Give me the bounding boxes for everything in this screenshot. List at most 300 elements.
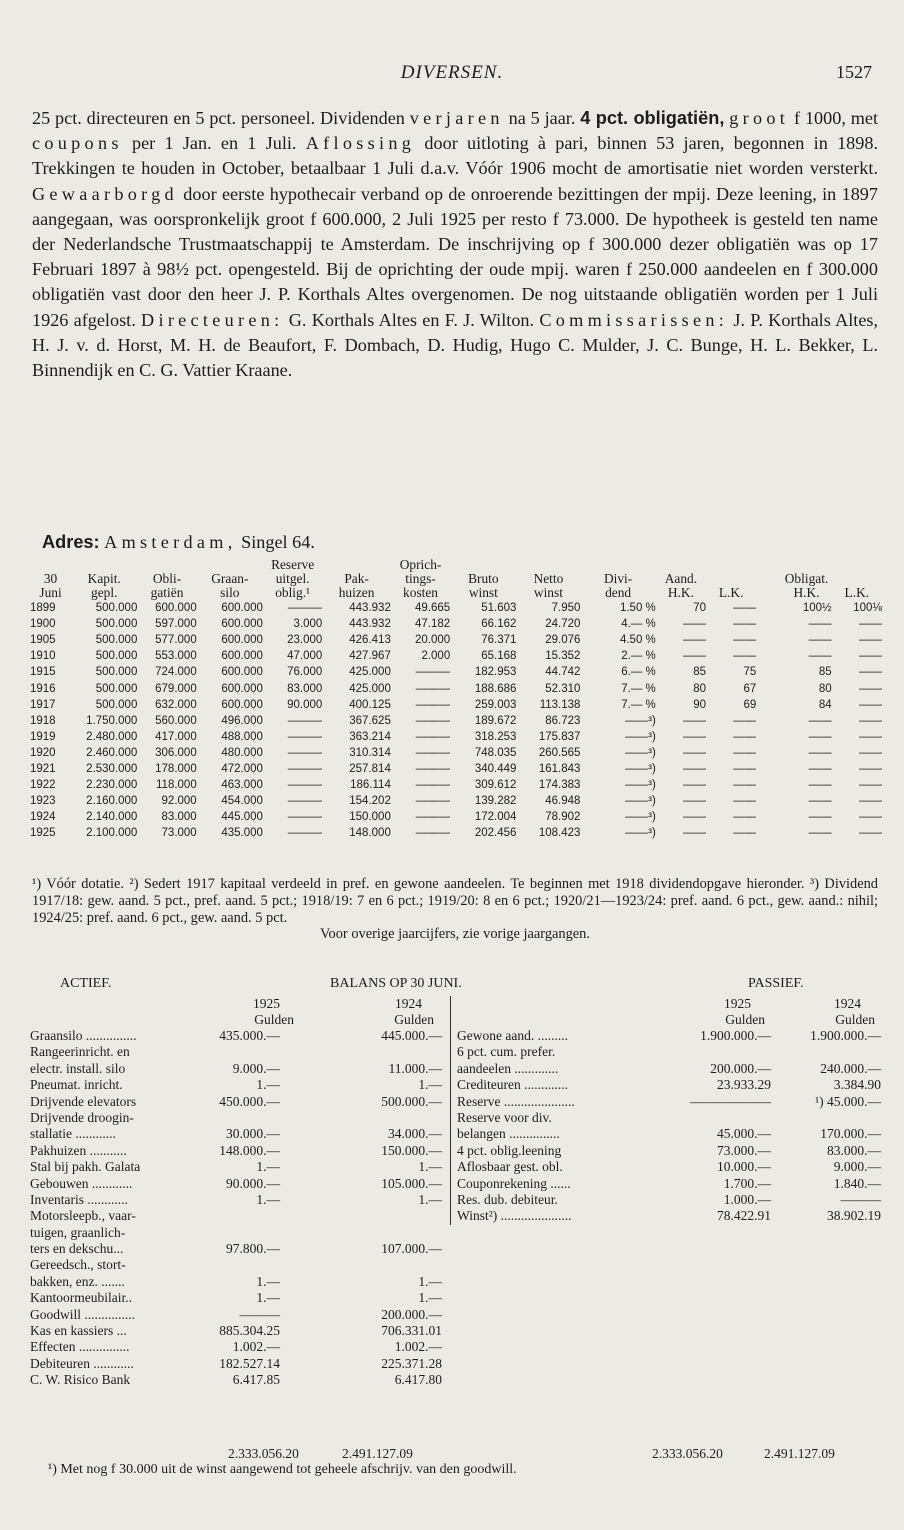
balance-row [30,1094,442,1110]
value-1925: 1.— [256,1273,280,1289]
balance-label: Rangeerinricht. en [30,1044,130,1060]
balance-row [451,1159,881,1175]
table-cell: 553.000 [155,650,197,663]
table-cell: ——— [415,714,451,727]
text-run: door eerste hypothecair verband op de onroerende bezittingen der mpij. Deze leening, in 1897 aangegaan, was oorspronkelijk groot f 600.000, 2 Juli 1925 per resto f 73.000. De hypotheek is gesteld ten name der Nederlandsche Trustmaatschappij te Amsterdam. De inschrijving op f 300.000 dezer obligatiën was op 17 Februari 1897 à 98½ pct. opengesteld. Bij de oprichting der oude mpij. waren f 250.000 aandeelen en f 300.000 obligatiën vast door den heer J. P. Korthals Altes overgenomen. De nog uitstaande obligatiën worden per 1 Juli 1926 afgelost. [32,183,878,330]
text-run: 25 pct. directeuren en 5 pct. personeel. Dividenden [32,108,410,128]
table-cell: 76.000 [287,666,323,679]
table-cell: ——³) [625,746,656,759]
table-cell: 1905 [30,634,56,647]
table-cell: 6.— % [621,666,656,679]
year-header [30,996,442,1028]
column-header: L.K. [718,586,744,600]
table-cell: —— [733,811,757,824]
balance-row [30,1356,442,1372]
table-cell: 46.948 [545,795,581,808]
table-cell: 73.000 [161,827,197,840]
balance-row [451,1192,881,1208]
table-cell: 632.000 [155,698,197,711]
table-cell: 425.000 [349,666,391,679]
table-cell: 47.182 [415,618,451,631]
table-cell: —— [808,827,832,840]
column-header: Netto [533,572,564,586]
table-cell: 306.000 [155,746,197,759]
balance-row [451,1208,881,1224]
company-description [32,106,878,383]
value-1925: 148.000.— [219,1142,280,1158]
table-cell: 1918 [30,714,56,727]
value-1924: 9.000.— [833,1159,881,1175]
balance-label: Res. dub. debiteur. [457,1191,558,1207]
table-cell: 65.168 [481,650,517,663]
balance-row [30,1028,442,1044]
table-cell [756,680,781,696]
text-run: J. P. Korthals Altes, H. J. v. d. Horst, M. H. de Beaufort, F. Dombach, D. Hudig, Hugo C. Mulder, J. C. Bunge, H. L. Bekker, L. Binnendijk en C. G. Vattier Kraane. [32,309,879,381]
table-cell: 600.000 [155,602,197,615]
table-cell: 47.000 [287,650,323,663]
value-1924: 1.— [418,1191,442,1207]
table-cell: ——³) [625,827,656,840]
column-header [30,558,71,572]
table-cell: 500.000 [95,618,138,631]
table-cell: 340.449 [474,762,517,775]
column-header: gatiën [150,586,184,600]
table-row [30,825,882,841]
table-cell: 600.000 [221,666,263,679]
column-header [322,558,391,572]
table-cell: 310.314 [349,746,391,759]
table-cell [756,648,781,664]
table-cell: 1925 [30,827,56,840]
column-header: Obligat. [784,572,829,586]
value-1925: 1.— [256,1191,280,1207]
table-cell: 2.460.000 [86,746,138,759]
table-cell: —— [859,730,882,743]
table-cell: 7.950 [551,602,581,615]
balance-label: Gebouwen ............ [30,1175,133,1191]
table-cell: 7.— % [621,698,656,711]
value-1924: 3.384.90 [833,1077,881,1093]
table-cell: 175.837 [538,730,581,743]
table-cell: —— [859,666,882,679]
table-cell: ——³) [625,795,656,808]
table-cell: 49.665 [415,602,451,615]
balance-row [30,1077,442,1093]
table-cell: 2.230.000 [86,779,138,792]
balance-row [30,1208,442,1224]
table-cell: 1924 [30,811,56,824]
table-cell: 443.932 [349,602,391,615]
table-cell: 23.000 [287,634,323,647]
table-row [30,777,882,793]
table-cell: 600.000 [221,650,263,663]
footnote-text: ¹) Vóór dotatie. ²) Sedert 1917 kapitaal verdeeld in pref. en gewone aandeelen. Te beginnen met 1918 dividendopgave hieronder. ³) Dividend 1917/18: gew. aand. 5 pct., pref. aand. 5 pct.; 1918/19: 7 en 6 pct.; 1919/20: 8 en 6 pct.; 1920/21—1923/24: pref. aand. 6 pct., gew. aand.: nihil; 1924/25: pref. aand. 6 pct., gew. aand. 5 pct. [32,876,878,926]
value-1925: ——— [239,1306,280,1322]
value-1925: 1.— [256,1077,280,1093]
column-header: Bruto [468,572,499,586]
spaced-term: verjaren [409,108,504,128]
table-cell: 44.742 [545,666,581,679]
table-header-row [30,572,882,586]
table-cell: —— [808,714,832,727]
table-cell: ——— [287,746,323,759]
table-cell: 113.138 [539,698,581,711]
address-city: Amsterdam, [104,532,237,552]
balance-label: stallatie ............ [30,1126,116,1142]
table-cell: 139.282 [474,795,517,808]
balance-row [30,1339,442,1355]
column-header [781,558,831,572]
financial-summary-table [30,558,882,841]
table-cell: —— [808,746,832,759]
table-cell: —— [808,779,832,792]
unit-label: Gulden [394,1012,434,1027]
balance-label: C. W. Risico Bank [30,1372,131,1388]
column-header: dend [605,586,632,600]
value-1924: 225.371.28 [381,1355,442,1371]
table-cell: 500.000 [95,602,138,615]
table-cell: 154.202 [349,795,391,808]
table-cell: 75 [743,666,757,679]
table-cell: 600.000 [221,698,263,711]
column-header: Graan- [211,572,249,586]
table-cell [756,825,781,841]
passief-column [450,996,881,1225]
table-row [30,697,882,713]
table-cell: ——— [415,730,451,743]
table-cell [756,761,781,777]
column-header: uitgel. [275,572,310,586]
table-cell: 67 [743,682,757,695]
table-cell: —— [683,746,707,759]
table-cell: 367.625 [349,714,391,727]
table-cell: ——— [287,795,323,808]
table-cell: 427.967 [349,650,391,663]
description-paragraph [32,106,878,383]
table-row [30,616,882,632]
table-cell: ——— [287,779,323,792]
table-cell: 161.843 [538,762,581,775]
total-actief-1925: 2.333.056.20 [228,1446,299,1461]
balance-label: Kas en kassiers ... [30,1323,127,1339]
table-cell: 80 [818,682,832,695]
table-footnotes [32,876,878,943]
table-cell: ——— [415,795,451,808]
table-body [30,600,882,841]
table-cell: 425.000 [349,682,391,695]
column-header: kosten [403,586,439,600]
table-cell: 2.— % [621,650,656,663]
balance-row [451,1176,881,1192]
table-cell: —— [683,730,707,743]
table-cell: 488.000 [221,730,263,743]
table-cell [756,632,781,648]
column-header: H.K. [793,586,820,600]
table-cell: 1.750.000 [86,714,138,727]
balance-row [30,1307,442,1323]
value-1924: ——— [840,1191,881,1207]
table-cell: —— [859,714,882,727]
table-cell: ——— [287,602,323,615]
table-cell: —— [859,746,882,759]
balance-label: Effecten ............... [30,1339,130,1355]
table-header-row [30,558,882,572]
table-cell: 426.413 [349,634,391,647]
table-cell: —— [808,795,832,808]
table-cell: 1919 [30,730,56,743]
table-cell: 600.000 [221,618,263,631]
table-cell: 1923 [30,795,56,808]
spaced-term: Commissarissen: [539,309,729,330]
table-cell: ——³) [625,762,656,775]
table-cell: 600.000 [221,682,263,695]
table-cell: 90 [693,698,707,711]
value-1924: 1.— [418,1159,442,1175]
year-label: 1924 [395,996,422,1011]
column-header: oblig.¹ [275,586,311,600]
balance-row [30,1225,442,1241]
table-row [30,761,882,777]
balance-label: tuigen, graanlich- [30,1224,126,1240]
table-cell: 182.953 [474,666,517,679]
value-1924: 1.— [418,1290,442,1306]
column-header [450,558,516,572]
value-1924: 107.000.— [381,1241,442,1257]
table-cell: 4.— % [621,618,656,631]
balance-label: Debiteuren ............ [30,1355,134,1371]
table-cell: 100⅛ [853,602,882,615]
table-cell: 577.000 [155,634,197,647]
balance-row [30,1176,442,1192]
table-cell: 51.603 [481,602,517,615]
table-cell: —— [808,634,832,647]
table-cell: —— [859,682,882,695]
table-row [30,729,882,745]
table-cell: —— [683,811,707,824]
footnote-reference: Voor overige jaarcijfers, zie vorige jaargangen. [320,926,590,943]
balance-label: Drijvende elevators [30,1093,137,1109]
balance-row [451,1143,881,1159]
table-cell: 454.000 [221,795,263,808]
table-cell: 24.720 [545,618,581,631]
table-cell: 84 [818,698,832,711]
value-1925: 182.527.14 [219,1355,280,1371]
table-cell [756,664,781,680]
column-header [756,586,781,600]
balance-label: Aflosbaar gest. obl. [457,1159,563,1175]
value-1924: 83.000.— [827,1142,881,1158]
value-1925: 1.900.000.— [700,1028,771,1043]
value-1924: 34.000.— [388,1126,442,1142]
value-1925: 6.417.85 [232,1372,280,1388]
table-cell: ——— [287,714,323,727]
table-cell: 78.902 [545,811,581,824]
table-cell: 435.000 [221,827,263,840]
text-run: na 5 jaar. [503,108,581,128]
balance-label: Gewone aand. ......... [457,1028,568,1043]
table-cell: 90.000 [287,698,323,711]
table-cell: —— [683,779,707,792]
table-cell [756,697,781,713]
balance-row [30,1257,442,1273]
balance-row [451,1110,881,1126]
column-header: tings- [405,572,436,586]
table-cell: 83.000 [161,811,197,824]
table-cell: 1899 [30,602,56,615]
table-cell: —— [859,827,882,840]
table-cell: 2.100.000 [86,827,138,840]
balance-label: Kantoormeubilair.. [30,1290,132,1306]
table-cell [756,809,781,825]
balance-label: Pakhuizen ........... [30,1142,127,1158]
balance-row [451,1028,881,1044]
table-row [30,809,882,825]
value-1924: 200.000.— [381,1306,442,1322]
value-1924: 150.000.— [381,1142,442,1158]
table-cell: 189.672 [474,714,517,727]
unit-label: Gulden [725,1012,765,1027]
column-header: gepl. [91,586,118,600]
balance-label: Graansilo ............... [30,1028,137,1043]
table-cell: ——³) [625,714,656,727]
value-1924: ¹) 45.000.— [815,1093,881,1109]
table-cell: 150.000 [349,811,391,824]
balance-sheet [30,976,881,1388]
table-cell: 100½ [802,602,832,615]
column-header [71,558,137,572]
table-cell: —— [683,618,707,631]
table-cell: —— [859,795,882,808]
table-cell: 69 [743,698,757,711]
balance-row [451,1061,881,1077]
balance-label: Stal bij pakh. Galata [30,1159,141,1175]
address-line [42,532,315,553]
table-cell: 1916 [30,682,56,695]
balance-label: Goodwill ............... [30,1306,136,1322]
table-cell: 600.000 [221,634,263,647]
table-cell: 186.114 [350,779,391,792]
column-header [706,558,756,572]
table-cell: 188.686 [474,682,517,695]
column-header [832,572,882,586]
column-header: Reserve [271,558,315,572]
table-cell: ——— [415,746,451,759]
table-cell [756,600,781,616]
value-1924: 1.900.000.— [810,1028,881,1043]
balance-label: aandeelen ............. [457,1060,559,1076]
value-1925: 45.000.— [717,1126,771,1142]
column-header [580,558,655,572]
balance-row [451,1077,881,1093]
balance-row [30,1241,442,1257]
column-header: H.K. [667,586,694,600]
table-cell: 679.000 [155,682,197,695]
value-1924: 445.000.— [381,1028,442,1043]
column-header: winst [468,586,498,600]
table-row [30,713,882,729]
year-label: 1925 [253,996,280,1011]
table-cell: 66.162 [481,618,517,631]
table-cell: 1920 [30,746,56,759]
table-cell: 2.140.000 [86,811,138,824]
balance-header [30,976,880,994]
value-1924: 6.417.80 [394,1372,442,1388]
table-cell: ——— [415,762,451,775]
table-cell: 178.000 [155,762,197,775]
balance-label: Couponrekening ...... [457,1175,571,1191]
table-cell: 257.814 [349,762,391,775]
spaced-term: groot [729,108,790,128]
table-cell: 7.— % [621,682,656,695]
table-cell: —— [733,779,757,792]
table-cell: 1921 [30,762,56,775]
spaced-term: Directeuren: [141,309,284,330]
table-cell: —— [859,618,882,631]
table-cell: 2.160.000 [86,795,138,808]
table-cell: 1910 [30,650,56,663]
table-cell: —— [733,730,757,743]
table-cell: 560.000 [155,714,197,727]
value-1925: 73.000.— [717,1142,771,1158]
column-header [137,558,196,572]
value-1925: 30.000.— [226,1126,280,1142]
table-cell: 500.000 [95,634,138,647]
text-run: f 1000, met [789,108,879,128]
actief-heading: ACTIEF. [60,976,112,991]
table-cell: 259.003 [474,698,517,711]
text-run: G. Korthals Altes en F. J. Wilton. [283,309,540,330]
balance-label: Winst²) ..................... [457,1208,572,1224]
value-1925: 23.933.29 [717,1077,771,1093]
table-cell: 202.456 [474,827,517,840]
table-cell: 748.035 [474,746,517,759]
value-1925: 450.000.— [219,1093,280,1109]
balance-row [30,1323,442,1339]
value-1924: 11.000.— [388,1060,442,1076]
table-cell: 480.000 [221,746,263,759]
value-1925: 9.000.— [232,1060,280,1076]
table-cell: 70 [693,602,707,615]
table-cell: 417.000 [155,730,197,743]
table-cell: ——— [415,827,451,840]
column-header [656,558,706,572]
table-cell [756,616,781,632]
value-1925: 10.000.— [717,1159,771,1175]
value-1924: 38.902.19 [827,1208,881,1224]
table-cell: 29.076 [545,634,581,647]
table-row [30,680,882,696]
balance-title: BALANS OP 30 JUNI. [330,976,462,991]
spaced-term: Gewaarborgd [32,183,178,204]
column-header [756,558,781,572]
table-cell: —— [859,634,882,647]
year-label: 1924 [834,996,861,1011]
spaced-term: Aflossing [305,133,416,154]
spaced-term: coupons [32,133,123,154]
column-header: winst [533,586,563,600]
table-cell: 400.125 [349,698,391,711]
table-cell: 463.000 [221,779,263,792]
value-1925: 885.304.25 [219,1323,280,1339]
balance-label: Reserve voor div. [457,1109,552,1125]
balance-label: electr. install. silo [30,1060,126,1076]
table-cell: ——— [415,666,451,679]
balance-label: Pneumat. inricht. [30,1077,123,1093]
balance-row [30,1044,442,1060]
table-cell: —— [733,634,757,647]
table-cell: 1915 [30,666,56,679]
balance-row [30,1290,442,1306]
